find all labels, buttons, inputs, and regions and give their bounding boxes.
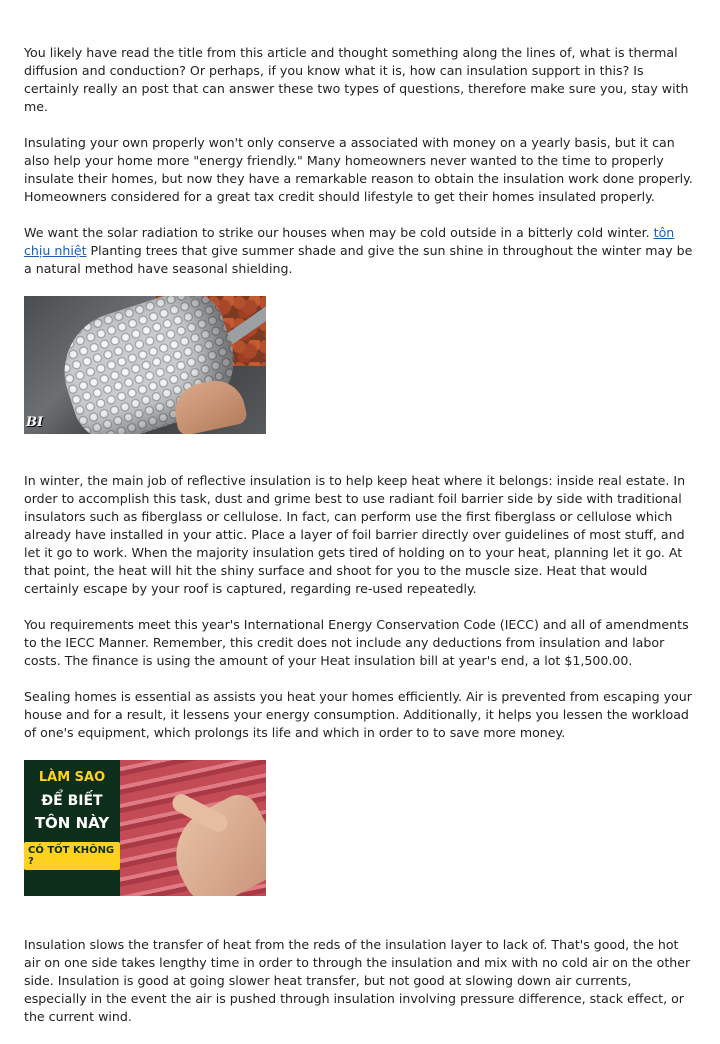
metal-roofing-photo xyxy=(24,760,266,896)
photo-watermark: BI xyxy=(26,415,44,430)
paragraph-5: You requirements meet this year's International Energy Conservation Code (IECC) and all of amendments to the IECC Manner. Remember, this credit does not include any deductions from insulation and labor costs. The finance is using the amount of your Heat insulation bill at year's end, a lot $1,500.00. xyxy=(24,617,689,668)
paragraph-1: You likely have read the title from this article and thought something along the lines of, what is thermal diffusion and conduction? Or perhaps, if you know what it is, how can insulation support in this? Is certainly really an post that can answer these two types of questions, therefore make sure you, stay with me. xyxy=(24,45,689,114)
paragraph-2: Insulating your own properly won't only conserve a associated with money on a yearly basis, but it can also help your home more "energy friendly." Many homeowners never wanted to the time to properly insulate their homes, but now they have a remarkable reason to obtain the insulation work done properly. Homeowners considered for a great tax credit should lifestyle to get their homes insulated properly. xyxy=(24,135,693,204)
video-thumbnail-banner xyxy=(24,760,120,896)
paragraph-3 xyxy=(24,224,696,278)
banner-line-3: TÔN NÀY xyxy=(34,814,110,832)
banner-line-1: LÀM SAO xyxy=(38,770,106,785)
paragraph-7: Insulation slows the transfer of heat from the reds of the insulation layer to lack of. That's good, the hot air on one side takes lengthy time in order to through the insulation and mix with no cold air on the other side. Insulation is good at going slower heat transfer, but not good at slowing down air currents, especially in the event the air is pushed through insulation involving pressure difference, stack effect, or the current wind. xyxy=(24,937,691,1024)
paragraph-6: Sealing homes is essential as assists you heat your homes efficiently. Air is prevented from escaping your house and for a result, it lessens your energy consumption. Additionally, it helps you lessen the workload of one's equipment, which prolongs its life and which in order to to save more money. xyxy=(24,689,692,740)
paragraph-3-start: We want the solar radiation to strike our houses when may be cold outside in a bitterly cold winter. xyxy=(24,225,654,240)
banner-line-2: ĐỂ BIẾT xyxy=(41,793,103,809)
banner-line-4: CÓ TỐT KHÔNG ? xyxy=(24,842,120,870)
article-body xyxy=(24,44,696,1044)
inline-link[interactable]: tôn chịu nhiệt xyxy=(24,225,675,258)
paragraph-4: In winter, the main job of reflective insulation is to help keep heat where it belongs: inside real estate. In order to accomplish this task, dust and grime best to use radiant foil barrier side by side with traditional insulators such as fiberglass or cellulose. In fact, can perform use the first fiberglass or cellulose which already have installed in your attic. Place a layer of foil barrier directly over guidelines of most stuff, and let it go to work. When the majority insulation gets tired of holding on to your heat, planning let it go. At that point, the heat will hit the shiny surface and shoot for you to the muscle size. Heat that would certainly escape by your roof is captured, regarding re-used repeatedly. xyxy=(24,473,686,596)
paragraph-3-end: Planting trees that give summer shade and give the sun shine in throughout the winter may be a natural method have seasonal shielding. xyxy=(24,243,693,276)
foil-insulation-photo xyxy=(24,296,266,434)
